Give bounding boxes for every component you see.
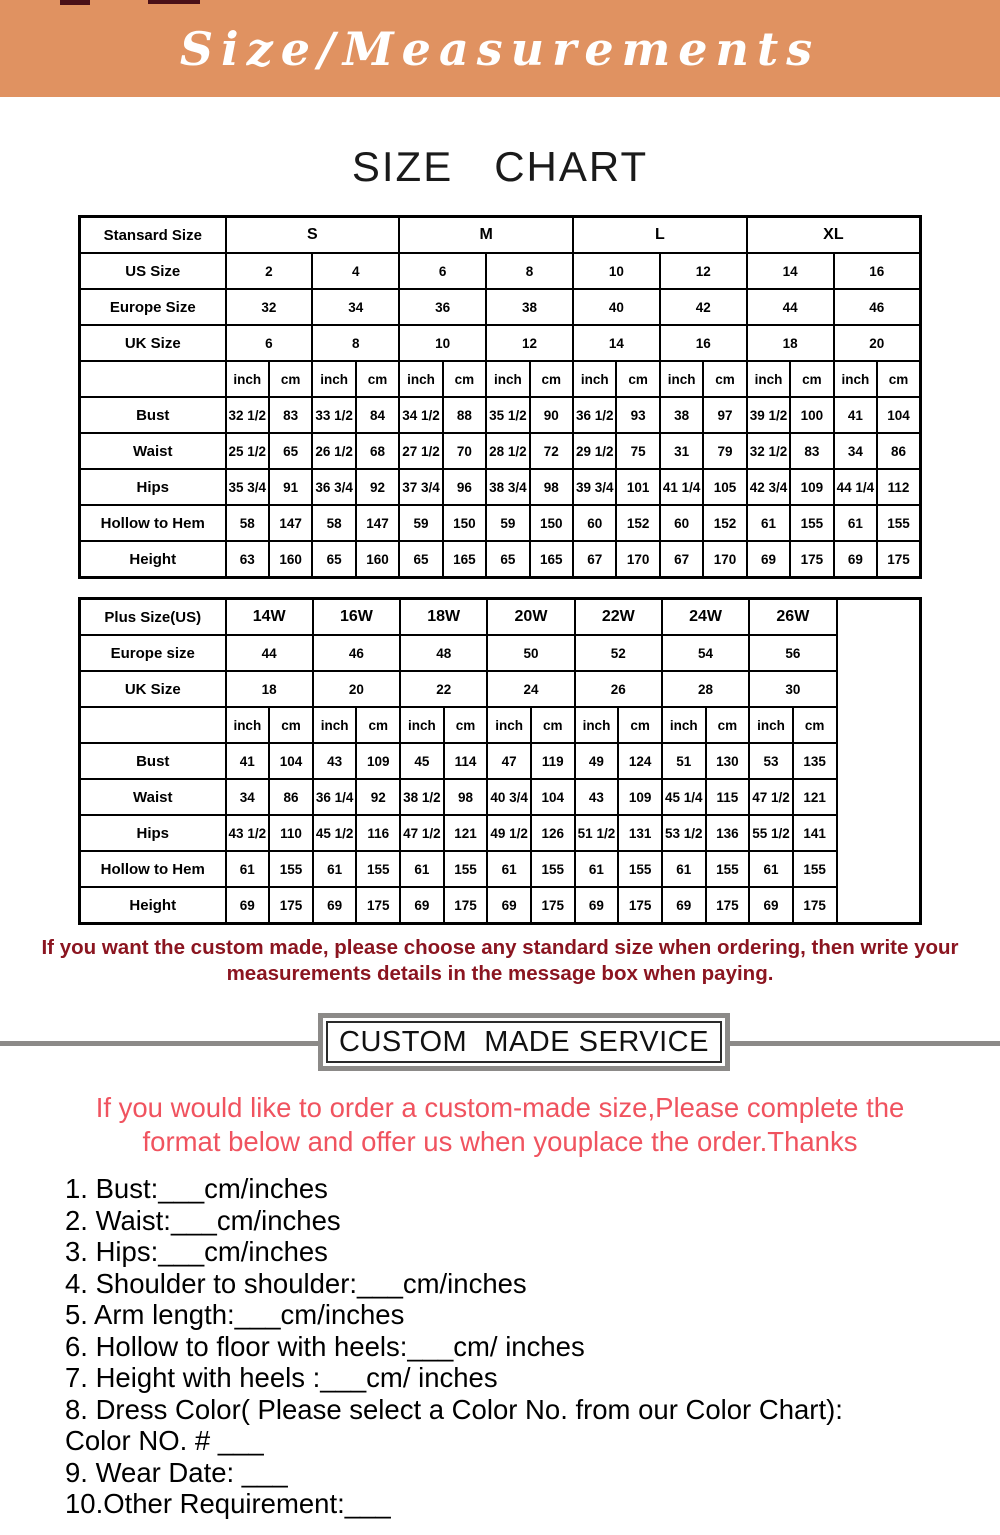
value-cell: 41	[834, 397, 877, 433]
value-cell: 4	[312, 253, 399, 289]
row-label-cell: Hollow to Hem	[80, 505, 226, 541]
table-row	[80, 743, 921, 779]
value-cell: 92	[356, 779, 400, 815]
value-cell: 83	[790, 433, 833, 469]
crop-artifact	[60, 0, 90, 5]
value-cell: 112	[877, 469, 920, 505]
value-cell: 46	[834, 289, 921, 325]
custom-service-box	[318, 1013, 730, 1071]
value-cell: 30	[749, 671, 836, 707]
row-label-cell: Waist	[80, 433, 226, 469]
value-cell: 61	[749, 851, 793, 887]
table-row	[80, 505, 921, 541]
custom-intro	[0, 1091, 1000, 1159]
row-label-cell: Hips	[80, 469, 226, 505]
value-cell: inch	[573, 361, 616, 397]
crop-artifact	[148, 0, 200, 4]
table-row	[80, 887, 921, 924]
value-cell: 61	[313, 851, 357, 887]
value-cell: 130	[706, 743, 750, 779]
value-cell: 53	[749, 743, 793, 779]
value-cell: 104	[269, 743, 313, 779]
value-cell: 152	[616, 505, 659, 541]
value-cell: 69	[313, 887, 357, 924]
value-cell: 109	[618, 779, 662, 815]
table-row	[80, 325, 921, 361]
size-group-cell: 18W	[400, 599, 487, 636]
value-cell: 60	[660, 505, 703, 541]
size-table	[78, 215, 922, 579]
value-cell: 45	[400, 743, 444, 779]
row-label-cell: UK Size	[80, 671, 226, 707]
header-banner	[0, 0, 1000, 97]
value-cell: 45 1/2	[313, 815, 357, 851]
table-row	[80, 671, 921, 707]
value-cell: 52	[575, 635, 662, 671]
value-cell: 2	[226, 253, 313, 289]
value-cell: 155	[444, 851, 488, 887]
table-row	[80, 289, 921, 325]
form-line: 2. Waist:___cm/inches	[65, 1204, 341, 1236]
corner-label-cell: Stansard Size	[80, 217, 226, 254]
value-cell: 69	[400, 887, 444, 924]
size-group-cell: 24W	[662, 599, 749, 636]
value-cell: 147	[269, 505, 312, 541]
table-row	[80, 779, 921, 815]
value-cell: inch	[399, 361, 442, 397]
size-group-cell: L	[573, 217, 747, 254]
value-cell: 18	[226, 671, 313, 707]
value-cell: 6	[399, 253, 486, 289]
value-cell: 36 3/4	[312, 469, 355, 505]
value-cell: 86	[877, 433, 920, 469]
value-cell: 27 1/2	[399, 433, 442, 469]
table-header-row	[80, 217, 921, 254]
value-cell: 175	[356, 887, 400, 924]
custom-made-note-line1: If you want the custom made, please choose any standard size when ordering, then write your	[41, 936, 959, 959]
value-cell: cm	[703, 361, 746, 397]
form-line: 5. Arm length:___cm/inches	[65, 1299, 405, 1330]
value-cell: 84	[356, 397, 399, 433]
size-table	[78, 597, 922, 925]
form-line: 9. Wear Date: ___	[65, 1456, 288, 1488]
value-cell: 39 1/2	[747, 397, 790, 433]
value-cell: 35 1/2	[486, 397, 529, 433]
value-cell: 155	[356, 851, 400, 887]
value-cell: 14	[573, 325, 660, 361]
row-label-cell: Height	[80, 887, 226, 924]
value-cell: 126	[531, 815, 575, 851]
value-cell: 69	[662, 887, 706, 924]
value-cell: 91	[269, 469, 312, 505]
value-cell: inch	[575, 707, 619, 743]
custom-made-note-line2: measurements details in the message box when paying.	[226, 962, 774, 985]
value-cell: inch	[660, 361, 703, 397]
value-cell: 72	[530, 433, 573, 469]
value-cell: 83	[269, 397, 312, 433]
value-cell: 109	[790, 469, 833, 505]
value-cell: 100	[790, 397, 833, 433]
value-cell: 90	[530, 397, 573, 433]
value-cell: 165	[530, 541, 573, 578]
value-cell: inch	[486, 361, 529, 397]
value-cell: 41 1/4	[660, 469, 703, 505]
value-cell: 175	[618, 887, 662, 924]
value-cell: cm	[706, 707, 750, 743]
value-cell: 155	[618, 851, 662, 887]
row-label-cell	[80, 707, 226, 743]
value-cell: 65	[269, 433, 312, 469]
value-cell: 59	[399, 505, 442, 541]
value-cell: 150	[530, 505, 573, 541]
table-header-row	[80, 599, 921, 636]
table-row	[80, 851, 921, 887]
size-chart-heading: SIZE CHART	[351, 143, 649, 190]
value-cell: 165	[443, 541, 486, 578]
value-cell: 46	[313, 635, 400, 671]
value-cell: 75	[616, 433, 659, 469]
value-cell: 101	[616, 469, 659, 505]
value-cell: 67	[660, 541, 703, 578]
value-cell: 55 1/2	[749, 815, 793, 851]
value-cell: 114	[444, 743, 488, 779]
table-row	[80, 469, 921, 505]
value-cell: 135	[793, 743, 837, 779]
value-cell: 175	[444, 887, 488, 924]
value-cell: 155	[706, 851, 750, 887]
value-cell: 155	[793, 851, 837, 887]
value-cell: 51	[662, 743, 706, 779]
value-cell: cm	[790, 361, 833, 397]
size-group-cell: 16W	[313, 599, 400, 636]
custom-service-section	[0, 1013, 1000, 1071]
value-cell: 42 3/4	[747, 469, 790, 505]
form-line: Color NO. # ___	[65, 1425, 264, 1456]
value-cell: 141	[793, 815, 837, 851]
value-cell: 32	[226, 289, 313, 325]
table-row	[80, 253, 921, 289]
value-cell: 152	[703, 505, 746, 541]
value-cell: cm	[877, 361, 920, 397]
value-cell: 12	[486, 325, 573, 361]
value-cell: 45 1/4	[662, 779, 706, 815]
value-cell: 175	[706, 887, 750, 924]
value-cell: 36 1/4	[313, 779, 357, 815]
value-cell: inch	[313, 707, 357, 743]
value-cell: 79	[703, 433, 746, 469]
value-cell: 34 1/2	[399, 397, 442, 433]
row-label-cell: Bust	[80, 397, 226, 433]
value-cell: 61	[662, 851, 706, 887]
value-cell: 105	[703, 469, 746, 505]
value-cell: 97	[703, 397, 746, 433]
value-cell: 44	[226, 635, 313, 671]
value-cell: cm	[531, 707, 575, 743]
corner-label-cell: Plus Size(US)	[80, 599, 226, 636]
custom-service-title: CUSTOM MADE SERVICE	[339, 1025, 709, 1058]
value-cell: 35 3/4	[226, 469, 269, 505]
form-line: 10.Other Requirement:___	[65, 1488, 391, 1519]
value-cell: 56	[749, 635, 836, 671]
size-group-cell: 14W	[226, 599, 313, 636]
table-row	[80, 397, 921, 433]
value-cell: 32 1/2	[747, 433, 790, 469]
value-cell: 119	[531, 743, 575, 779]
value-cell: 93	[616, 397, 659, 433]
value-cell: 131	[618, 815, 662, 851]
row-label-cell: Hips	[80, 815, 226, 851]
value-cell: 29 1/2	[573, 433, 616, 469]
value-cell: 42	[660, 289, 747, 325]
value-cell: 50	[487, 635, 574, 671]
form-line: 8. Dress Color( Please select a Color No. from our Color Chart):	[65, 1393, 843, 1425]
table-row	[80, 433, 921, 469]
row-label-cell: Hollow to Hem	[80, 851, 226, 887]
value-cell: 24	[487, 671, 574, 707]
form-line: 6. Hollow to floor with heels:___cm/ inches	[65, 1330, 585, 1362]
value-cell: cm	[616, 361, 659, 397]
custom-intro-line2: format below and offer us when youplace the order.Thanks	[142, 1126, 858, 1157]
value-cell: 43	[575, 779, 619, 815]
row-label-cell: UK Size	[80, 325, 226, 361]
value-cell: 38 3/4	[486, 469, 529, 505]
value-cell: 147	[356, 505, 399, 541]
value-cell: 124	[618, 743, 662, 779]
custom-service-box-inner	[326, 1021, 722, 1063]
value-cell: 51 1/2	[575, 815, 619, 851]
form-line: 4. Shoulder to shoulder:___cm/inches	[65, 1267, 527, 1299]
value-cell: 175	[877, 541, 920, 578]
value-cell: 109	[356, 743, 400, 779]
form-line: 7. Height with heels :___cm/ inches	[65, 1362, 498, 1393]
value-cell: inch	[662, 707, 706, 743]
value-cell: 92	[356, 469, 399, 505]
value-cell: 69	[487, 887, 531, 924]
value-cell: 53 1/2	[662, 815, 706, 851]
row-label-cell: Height	[80, 541, 226, 578]
value-cell: inch	[226, 707, 270, 743]
value-cell: 34	[834, 433, 877, 469]
value-cell: 160	[356, 541, 399, 578]
standard-size-table	[78, 215, 1000, 579]
value-cell: 63	[226, 541, 269, 578]
value-cell: 150	[443, 505, 486, 541]
value-cell: 43 1/2	[226, 815, 270, 851]
value-cell: 47 1/2	[400, 815, 444, 851]
value-cell: 44	[747, 289, 834, 325]
value-cell: 96	[443, 469, 486, 505]
measurement-form	[65, 1173, 1000, 1520]
value-cell: 49 1/2	[487, 815, 531, 851]
value-cell: 43	[313, 743, 357, 779]
value-cell: cm	[356, 707, 400, 743]
size-group-cell: 26W	[749, 599, 836, 636]
value-cell: 155	[790, 505, 833, 541]
form-line: 3. Hips:___cm/inches	[65, 1236, 328, 1267]
value-cell: 34	[312, 289, 399, 325]
value-cell: 65	[399, 541, 442, 578]
size-group-cell: 20W	[487, 599, 574, 636]
value-cell: 155	[877, 505, 920, 541]
table-row	[80, 541, 921, 578]
value-cell: 44 1/4	[834, 469, 877, 505]
table-row	[80, 815, 921, 851]
value-cell: 136	[706, 815, 750, 851]
value-cell: 8	[312, 325, 399, 361]
value-cell: 38 1/2	[400, 779, 444, 815]
value-cell: 170	[703, 541, 746, 578]
value-cell: 6	[226, 325, 313, 361]
value-cell: 38	[660, 397, 703, 433]
value-cell: cm	[530, 361, 573, 397]
value-cell: 69	[749, 887, 793, 924]
value-cell: 34	[226, 779, 270, 815]
value-cell: 25 1/2	[226, 433, 269, 469]
value-cell: 61	[747, 505, 790, 541]
value-cell: 155	[531, 851, 575, 887]
value-cell: 10	[573, 253, 660, 289]
value-cell: 121	[444, 815, 488, 851]
value-cell: 16	[660, 325, 747, 361]
value-cell: 160	[269, 541, 312, 578]
value-cell: 59	[486, 505, 529, 541]
value-cell: 68	[356, 433, 399, 469]
value-cell: 10	[399, 325, 486, 361]
value-cell: 104	[531, 779, 575, 815]
plus-size-table	[78, 597, 1000, 925]
value-cell: 49	[575, 743, 619, 779]
custom-made-note	[0, 935, 1000, 987]
value-cell: 69	[226, 887, 270, 924]
value-cell: inch	[226, 361, 269, 397]
value-cell: 69	[575, 887, 619, 924]
value-cell: 28 1/2	[486, 433, 529, 469]
value-cell: 61	[575, 851, 619, 887]
value-cell: 61	[487, 851, 531, 887]
value-cell: 31	[660, 433, 703, 469]
table-row	[80, 707, 921, 743]
value-cell: inch	[747, 361, 790, 397]
value-cell: 98	[444, 779, 488, 815]
value-cell: 54	[662, 635, 749, 671]
value-cell: 12	[660, 253, 747, 289]
value-cell: cm	[444, 707, 488, 743]
table-row	[80, 635, 921, 671]
value-cell: 110	[269, 815, 313, 851]
value-cell: 8	[486, 253, 573, 289]
value-cell: 33 1/2	[312, 397, 355, 433]
value-cell: 175	[269, 887, 313, 924]
value-cell: 121	[793, 779, 837, 815]
value-cell: 38	[486, 289, 573, 325]
value-cell: 115	[706, 779, 750, 815]
value-cell: 47 1/2	[749, 779, 793, 815]
value-cell: 14	[747, 253, 834, 289]
value-cell: 65	[312, 541, 355, 578]
custom-intro-line1: If you would like to order a custom-made size,Please complete the	[95, 1092, 905, 1123]
value-cell: 58	[226, 505, 269, 541]
value-cell: 39 3/4	[573, 469, 616, 505]
value-cell: 155	[269, 851, 313, 887]
value-cell: 69	[747, 541, 790, 578]
value-cell: 60	[573, 505, 616, 541]
value-cell: cm	[356, 361, 399, 397]
value-cell: inch	[834, 361, 877, 397]
value-cell: 22	[400, 671, 487, 707]
value-cell: 88	[443, 397, 486, 433]
value-cell: cm	[618, 707, 662, 743]
value-cell: inch	[400, 707, 444, 743]
value-cell: 28	[662, 671, 749, 707]
value-cell: 61	[226, 851, 270, 887]
table-row	[80, 361, 921, 397]
row-label-cell	[80, 361, 226, 397]
value-cell: cm	[269, 361, 312, 397]
value-cell: 104	[877, 397, 920, 433]
value-cell: 175	[531, 887, 575, 924]
size-group-cell: 22W	[575, 599, 662, 636]
value-cell: 18	[747, 325, 834, 361]
size-group-cell: XL	[747, 217, 921, 254]
value-cell: 40	[573, 289, 660, 325]
value-cell: 32 1/2	[226, 397, 269, 433]
value-cell: 65	[486, 541, 529, 578]
value-cell: 116	[356, 815, 400, 851]
value-cell: 26 1/2	[312, 433, 355, 469]
value-cell: 20	[313, 671, 400, 707]
value-cell: inch	[312, 361, 355, 397]
form-line: 1. Bust:___cm/inches	[65, 1173, 328, 1204]
value-cell: 69	[834, 541, 877, 578]
size-group-cell: S	[226, 217, 400, 254]
value-cell: 41	[226, 743, 270, 779]
value-cell: 70	[443, 433, 486, 469]
value-cell: 61	[400, 851, 444, 887]
value-cell: 36 1/2	[573, 397, 616, 433]
value-cell: 175	[793, 887, 837, 924]
row-label-cell: Bust	[80, 743, 226, 779]
row-label-cell: Waist	[80, 779, 226, 815]
value-cell: 26	[575, 671, 662, 707]
banner-title: Size/Measurements	[179, 21, 821, 76]
value-cell: 86	[269, 779, 313, 815]
value-cell: 37 3/4	[399, 469, 442, 505]
row-label-cell: US Size	[80, 253, 226, 289]
value-cell: 58	[312, 505, 355, 541]
empty-column-cell	[837, 599, 921, 924]
value-cell: 61	[834, 505, 877, 541]
value-cell: inch	[749, 707, 793, 743]
value-cell: 48	[400, 635, 487, 671]
value-cell: 98	[530, 469, 573, 505]
value-cell: 20	[834, 325, 921, 361]
value-cell: 67	[573, 541, 616, 578]
row-label-cell: Europe Size	[80, 289, 226, 325]
value-cell: 36	[399, 289, 486, 325]
value-cell: 175	[790, 541, 833, 578]
value-cell: inch	[487, 707, 531, 743]
value-cell: cm	[269, 707, 313, 743]
value-cell: cm	[793, 707, 837, 743]
value-cell: 40 3/4	[487, 779, 531, 815]
value-cell: 47	[487, 743, 531, 779]
value-cell: 170	[616, 541, 659, 578]
value-cell: 16	[834, 253, 921, 289]
value-cell: cm	[443, 361, 486, 397]
row-label-cell: Europe size	[80, 635, 226, 671]
size-group-cell: M	[399, 217, 573, 254]
